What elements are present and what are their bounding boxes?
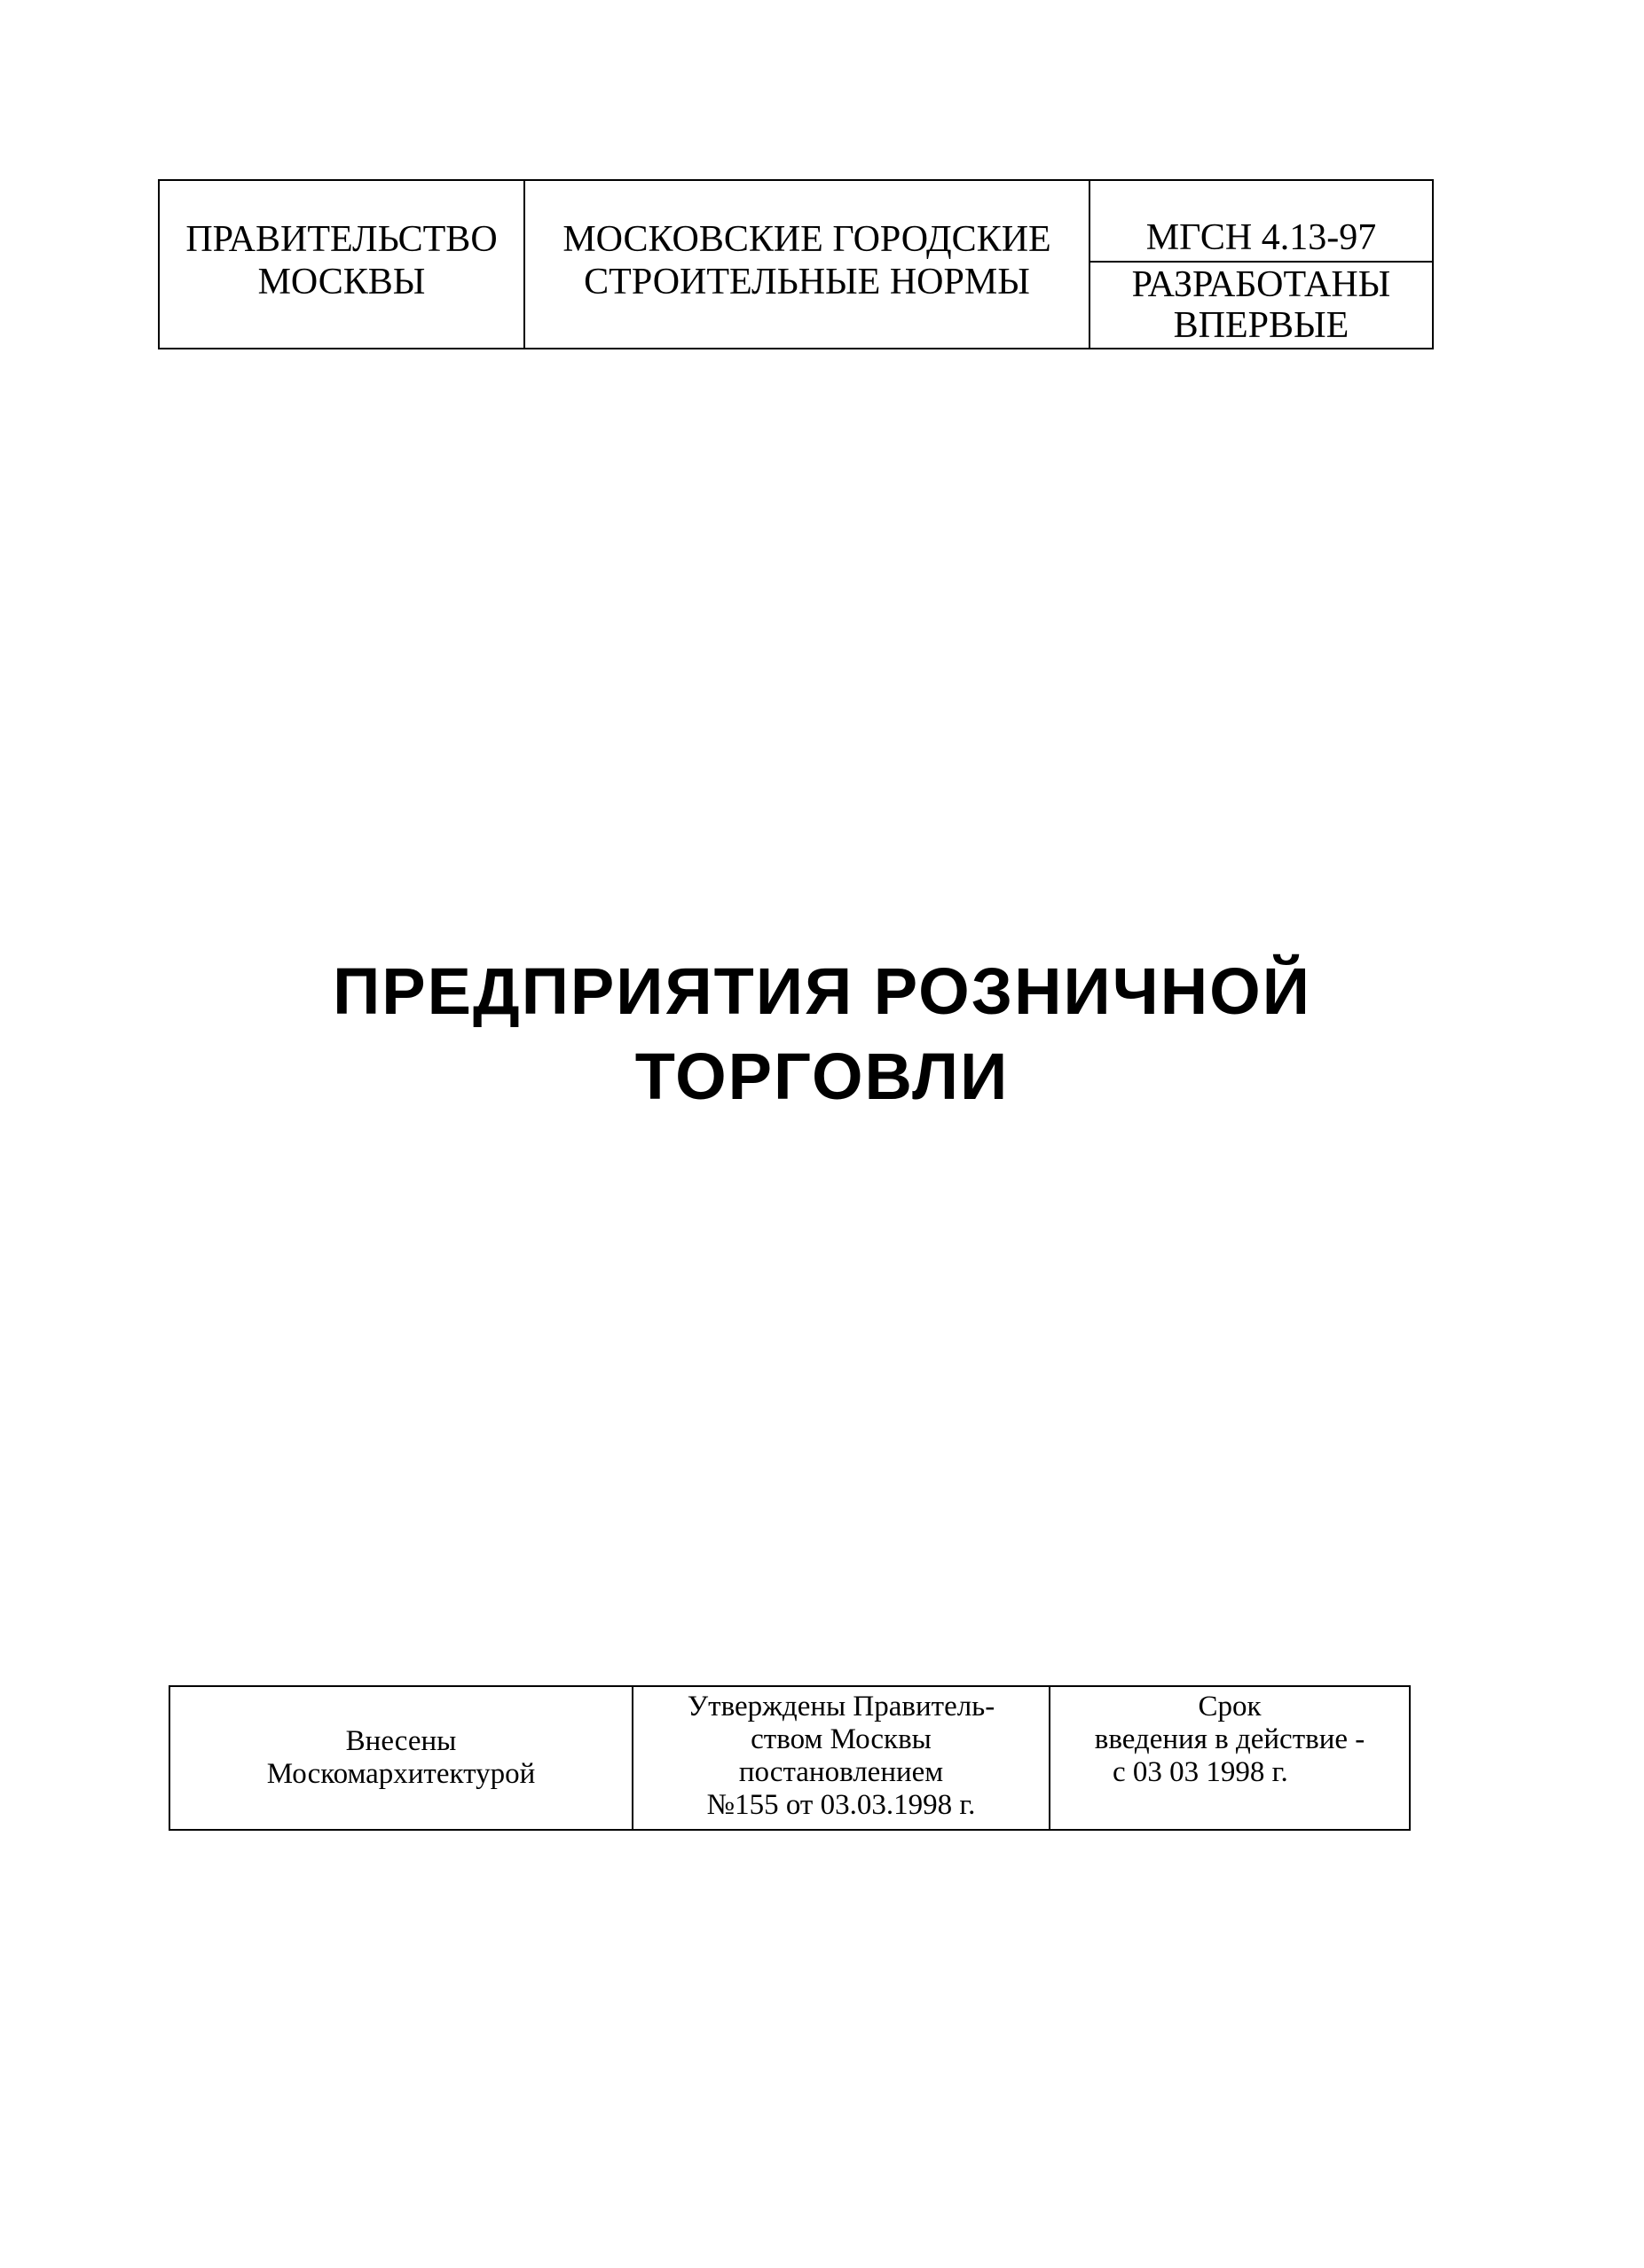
introduced-line-1: Внесены [345,1725,457,1757]
title-line-1: ПРЕДПРИЯТИЯ РОЗНИЧНОЙ [333,954,1311,1028]
developed-status [1090,263,1432,346]
code-cell [1090,181,1432,348]
term-line-3: с 03 03 1998 г. [1113,1756,1288,1788]
approved-line-2: ством Москвы [751,1723,932,1755]
document-code: МГСН 4.13-97 [1090,181,1432,263]
footer-table [169,1685,1411,1831]
norms-cell [525,181,1090,348]
approved-line-4: №155 от 03.03.1998 г. [706,1789,976,1821]
developed-line-2: ВПЕРВЫЕ [1173,305,1349,346]
effective-date-cell [1050,1687,1409,1829]
introduced-cell [170,1687,633,1829]
government-line-1: ПРАВИТЕЛЬСТВО [185,219,498,260]
developed-line-1: РАЗРАБОТАНЫ [1131,264,1391,305]
government-cell [160,181,525,348]
norms-line-2: СТРОИТЕЛЬНЫЕ НОРМЫ [584,262,1030,302]
government-line-2: МОСКВЫ [257,262,426,302]
title-line-2: ТОРГОВЛИ [634,1040,1010,1113]
document-title [0,949,1644,1119]
term-line-1: Срок [1198,1691,1262,1723]
approved-line-1: Утверждены Правитель- [687,1691,995,1723]
norms-line-1: МОСКОВСКИЕ ГОРОДСКИЕ [562,219,1051,260]
approved-line-3: постановлением [738,1756,944,1788]
approved-cell [633,1687,1050,1829]
header-table [158,179,1434,349]
term-line-2: введения в действие - [1094,1723,1365,1755]
introduced-line-2: Москомархитектурой [266,1758,536,1790]
